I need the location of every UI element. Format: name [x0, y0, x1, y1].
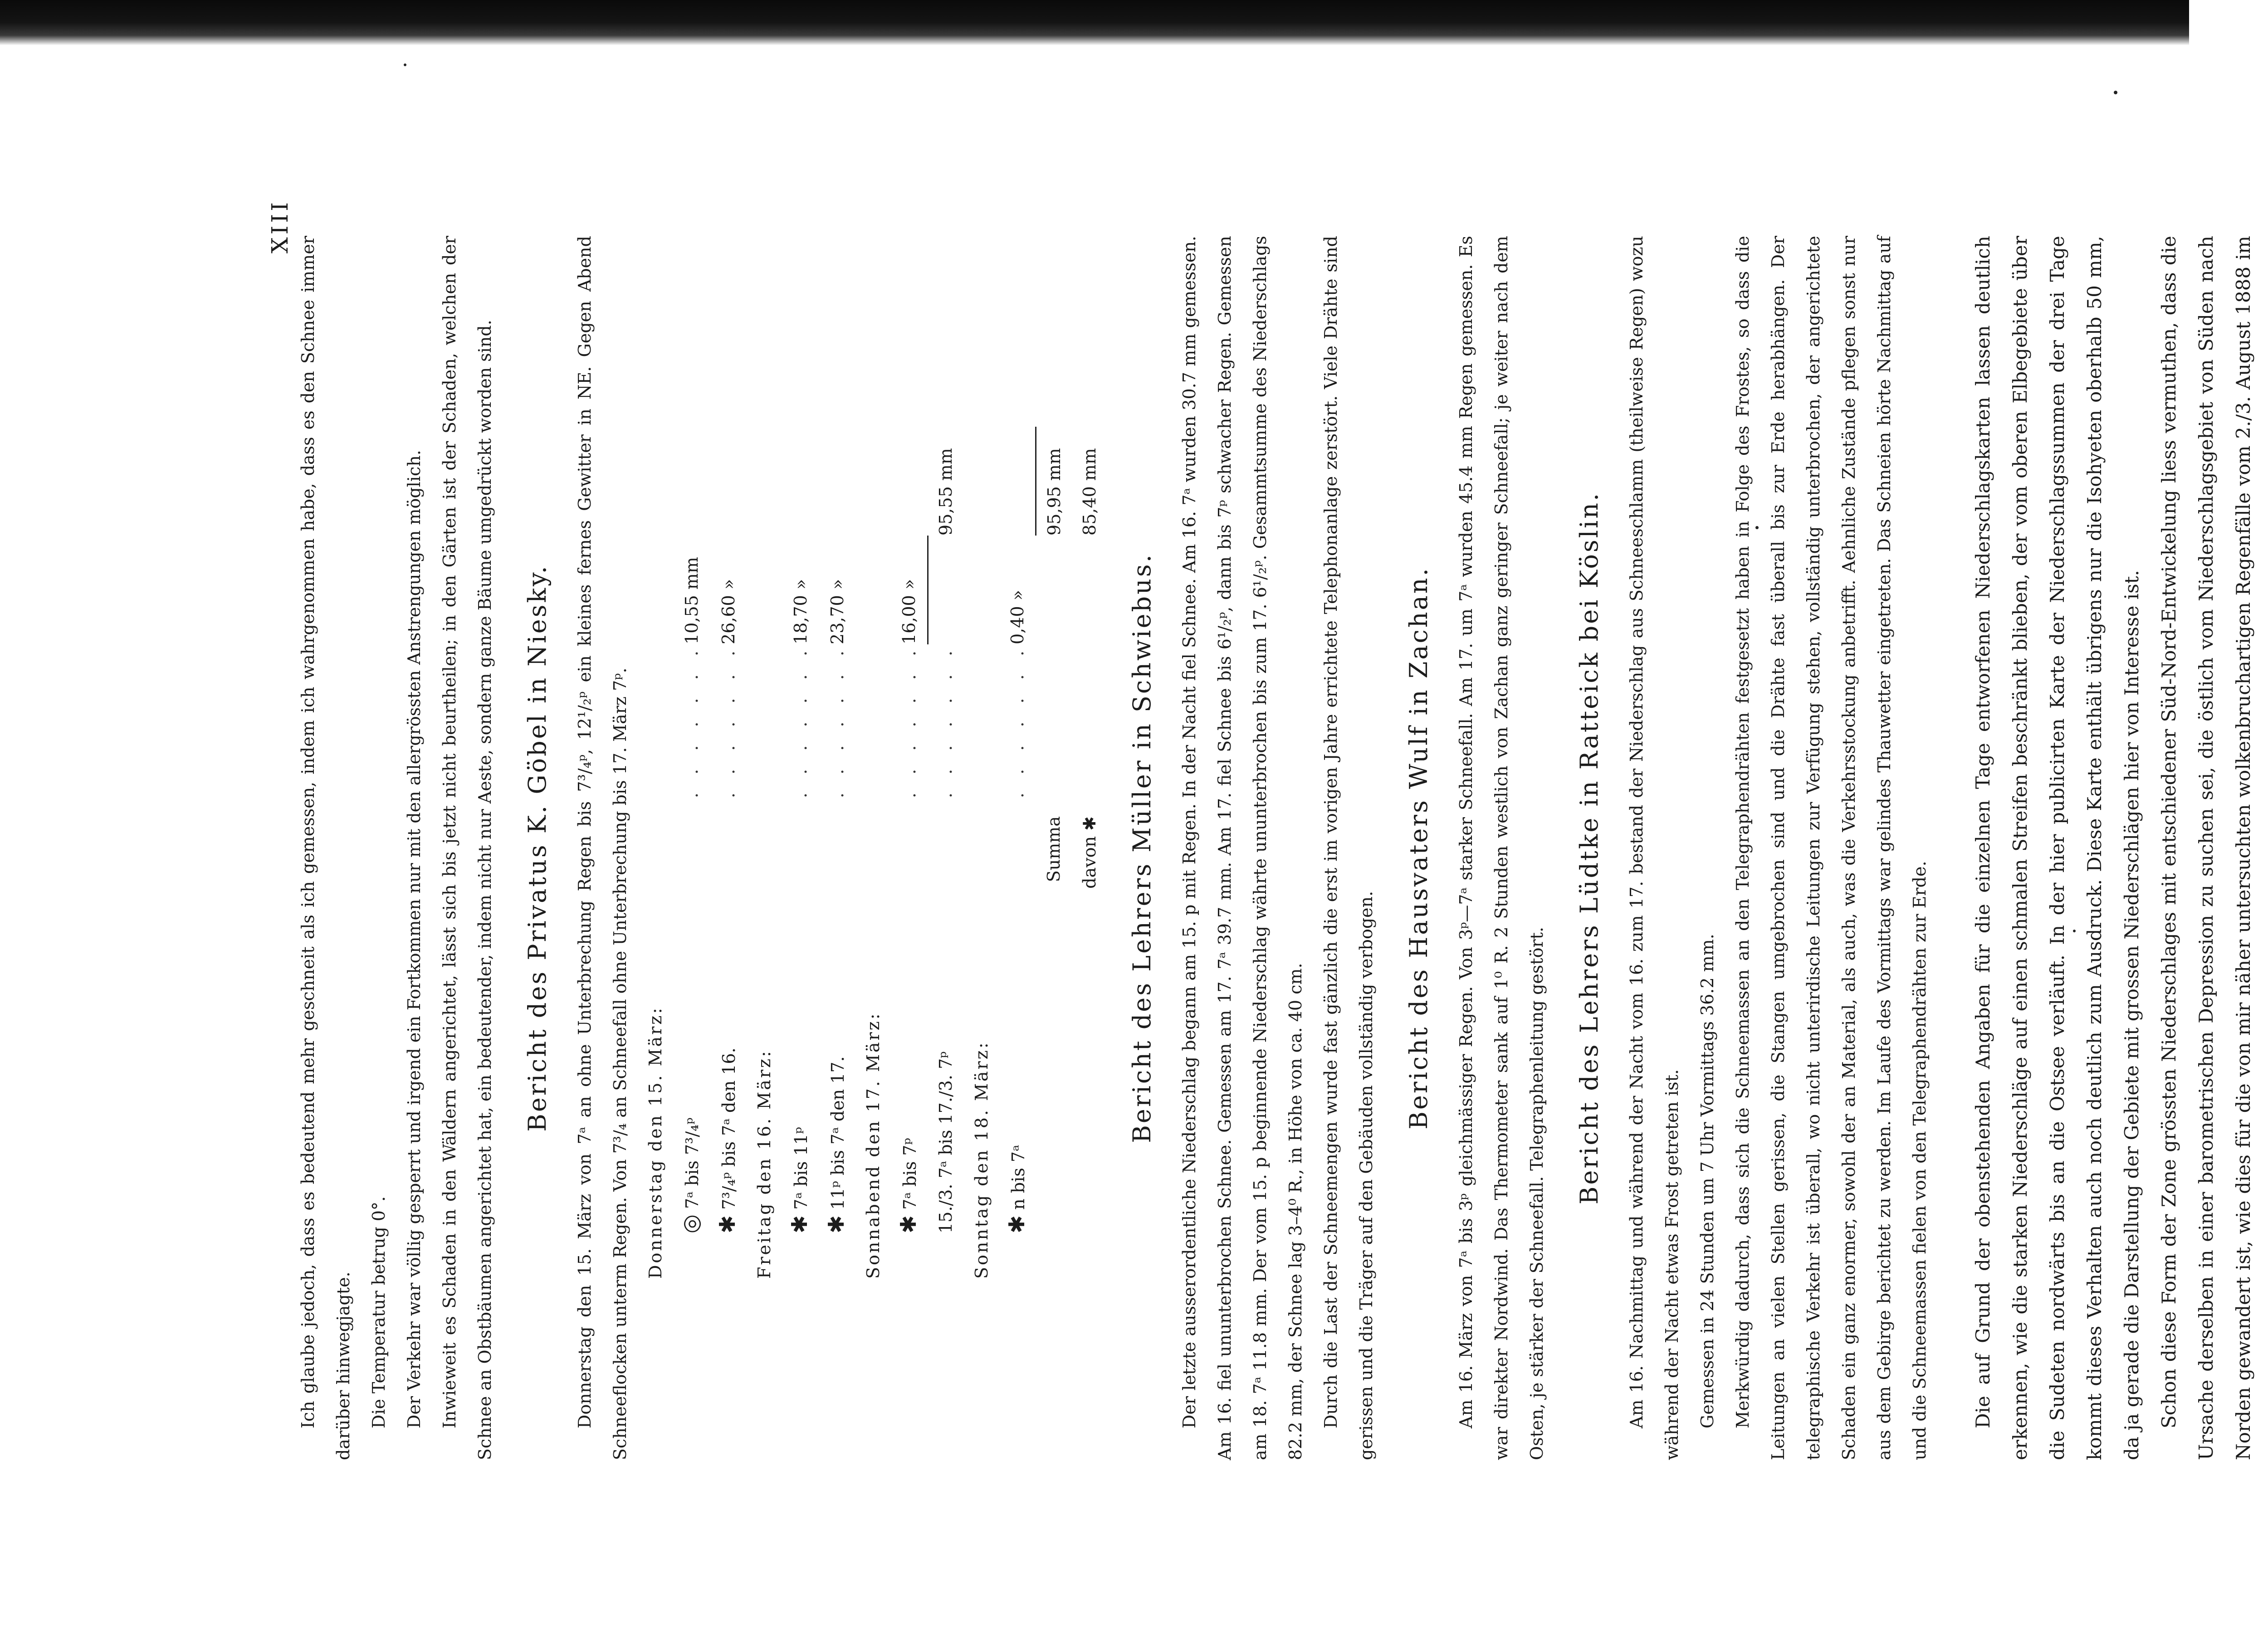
measurement-day-row: [855, 427, 891, 1356]
measurement-label: 7ᵃ bis 11ᵖ: [791, 1127, 811, 1210]
measurement-label: 7³/₄ᵖ bis 7ᵃ den 16.: [719, 1048, 739, 1210]
measurement-total: [999, 427, 1036, 536]
snow-symbol-icon: ✱: [896, 1215, 921, 1233]
summa-label: Summa: [1044, 816, 1064, 882]
measurement-total: [782, 427, 819, 536]
luedtke-paragraph: Merkwürdig dadurch, dass sich die Schneemassen an den Telegraphendrähten festgesetzt haben in Folge des Frostes, so dass die Leitungen an vielen Stellen gerissen, die Stangen umgebrochen sind und die Drähte fast überall bis zur Erde herabhängen. Der telegraphische Verkehr ist überall, wo nicht unterirdische Leitungen zur Verfügung stehen, vollständig unterbrochen, der angerichtete Schaden ein ganz enormer, sowohl der an Material, als auch, was die Verkehrsstockung anbetrifft. Aehnliche Zustände pflegen sonst nur aus dem Gebirge berichtet zu werden. Im Laufe des Vormittags war gelindes Thauwetter eingetreten. Das Schneien hörte Nachmittag auf und die Schneemassen fielen von den Telegraphendrähten zur Erde.: [1733, 236, 1930, 1460]
section-title-wulf: Bericht des Hausvaters Wulf in Zachan.: [1404, 566, 1433, 1130]
intro-paragraph: Die Temperatur betrug 0°.: [369, 1196, 389, 1428]
measurement-value: [928, 536, 964, 644]
intro-section: [290, 236, 503, 1460]
intro-paragraph: Ich glaube jedoch, dass es bedeutend mehr geschneit als ich gemessen, indem ich wahrgenommen habe, dass es den Schnee immer darüber hinwegjagte.: [298, 236, 353, 1460]
measurement-total: 95,55 mm: [935, 448, 956, 536]
closing-paragraph: Schon diese Form der Zone grössten Niederschlages mit entschiedener Süd-Nord-Entwickelung liess vermuthen, dass die Ursache derselben in einer barometrischen Depression zu suchen sei, die östlich vom Niederschlagsgebiet von Süden nach Norden gewandert ist, wie dies für die von mir näher untersuchten wolkenbruchartigen Regenfälle vom 2./3. August 1888 im: [2158, 236, 2254, 1460]
scan-speck: [404, 63, 406, 66]
rain-symbol-icon: ◎: [678, 1214, 704, 1233]
leader-dots: . . . . . . .: [681, 644, 702, 798]
snow-symbol-icon: ✱: [824, 1215, 849, 1233]
summa-row: [1036, 427, 1072, 1356]
goebel-paragraph: Donnerstag den 15. März von 7ᵃ an ohne Unterbrechung Regen bis 7³/₄ᵖ, 12¹/₂ᵖ ein kleines fernes Gewitter in NE. Gegen Abend Schneeflocken unterm Regen. Von 7³/₄ an Schneefall ohne Unterbrechung bis 17. März 7ᵖ.: [575, 236, 630, 1460]
measurement-total: [747, 427, 782, 536]
measurement-value: [638, 536, 673, 644]
section-title-luedtke: Bericht des Lehrers Lüdtke in Ratteick bei Köslin.: [1575, 491, 1603, 1205]
measurement-label: Donnerstag den 15. März:: [645, 1006, 665, 1279]
measurement-row: [673, 427, 710, 1356]
snow-symbol-icon: ✱: [787, 1215, 812, 1233]
measurement-total: [855, 427, 891, 536]
measurement-row: [928, 427, 964, 1356]
measurement-row: [819, 427, 855, 1356]
snow-symbol-icon: ✱: [1004, 1215, 1030, 1233]
section-title-goebel: Bericht des Privatus K. Göbel in Niesky.: [523, 564, 552, 1132]
measurement-value: 0,40 »: [1007, 590, 1027, 644]
scan-dark-edge: [0, 0, 2189, 45]
davon-value: 85,40 mm: [1080, 448, 1100, 536]
measurement-day-row: [638, 427, 673, 1356]
measurement-total: [673, 427, 710, 536]
measurement-label: 7ᵃ bis 7ᵖ: [900, 1138, 920, 1210]
measurement-value: 23,70 »: [827, 579, 847, 644]
luedtke-paragraph: Am 16. Nachmittag und während der Nacht vom 16. zum 17. bestand der Niederschlag aus Schneeschlamm (theilweise Regen) wozu während der Nacht etwas Frost getreten ist.: [1627, 236, 1682, 1460]
intro-paragraph: Der Verkehr war völlig gesperrt und irgend ein Fortkommen nur mit den allergrössten Anstrengungen möglich.: [404, 450, 424, 1428]
leader-dots: [855, 644, 891, 798]
summa-value: 95,95 mm: [1036, 427, 1072, 536]
measurement-value: [964, 536, 999, 644]
measurement-label: 7ᵃ bis 7³/₄ᵖ: [682, 1117, 702, 1209]
leader-dots: . . . . . . .: [718, 644, 738, 798]
leader-dots: [964, 644, 999, 798]
measurement-row: [782, 427, 819, 1356]
measurement-value: [855, 536, 891, 644]
leader-dots: . . . . . . .: [790, 644, 811, 798]
mueller-paragraph: Der letzte ausserordentliche Niederschlag begann am 15. p mit Regen. In der Nacht fiel Schnee. Am 16. 7ᵃ wurden 30.7 mm gemessen. Am 16. fiel ununterbrochen Schnee. Gemessen am 17. 7ᵃ 39.7 mm. Am 17. fiel Schnee bis 6¹/₂ᵖ, dann bis 7ᵖ schwacher Regen. Gemessen am 18. 7ᵃ 11.8 mm. Der vom 15. p beginnende Niederschlag währte ununterbrochen bis zum 17. 6¹/₂ᵖ. Gesammtsumme des Niederschlags 82.2 mm, der Schnee lag 3–4⁰ R., in Höhe von ca. 40 cm.: [1179, 236, 1305, 1460]
measurement-label: 15./3. 7ᵃ bis 17./3. 7ᵖ: [935, 1051, 956, 1233]
luedtke-paragraph: Gemessen in 24 Stunden um 7 Uhr Vormittags 36.2 mm.: [1697, 934, 1717, 1428]
davon-row: [1072, 427, 1107, 1356]
measurement-label: Sonnabend den 17. März:: [863, 1012, 883, 1279]
section-title-mueller: Bericht des Lehrers Müller in Schwiebus.: [1128, 553, 1156, 1143]
snow-symbol-icon: ✱: [715, 1215, 740, 1233]
measurement-table: [638, 427, 1107, 1356]
leader-dots: . . . . . . .: [935, 644, 956, 798]
measurement-label: n bis 7ᵃ: [1008, 1145, 1028, 1210]
leader-dots: [747, 644, 782, 798]
mueller-paragraph: Durch die Last der Schneemengen wurde fast gänzlich die erst im vorigen Jahre errichtete Telephonanlage zerstört. Viele Drähte sind gerissen und die Träger auf den Gebäuden vollständig verbogen.: [1321, 236, 1376, 1460]
rotated-page: [263, 181, 2254, 1542]
measurement-value: 16,00 »: [891, 536, 928, 644]
intro-paragraph: Inwieweit es Schaden in den Wäldern angerichtet, lässt sich bis jetzt nicht beurtheilen; in den Gärten ist der Schaden, welchen der Schnee an Obstbäumen angerichtet hat, ein bedeutender, indem nicht nur Aeste, sondern ganze Bäume umgedrückt worden sind.: [440, 236, 495, 1460]
measurement-total: [819, 427, 855, 536]
page-number: XIII: [267, 200, 293, 253]
measurement-value: 10,55 mm: [681, 557, 702, 644]
leader-dots: . . . . . . .: [1007, 644, 1027, 798]
measurement-day-row: [747, 427, 782, 1356]
measurement-value: 18,70 »: [790, 579, 811, 644]
measurement-row: [999, 427, 1036, 1356]
leader-dots: [638, 644, 673, 798]
closing-paragraph: Die auf Grund der obenstehenden Angaben für die einzelnen Tage entworfenen Niederschlagskarten lassen deutlich erkennen, wie die starken Niederschläge auf einen schmalen Streifen beschränkt blieben, der vom oberen Elbegebiete über die Sudeten nordwärts bis an die Ostsee verläuft. In der hier publicirten Karte der Niederschlagssummen der drei Tage kommt dieses Verhalten auch noch deutlich zum Ausdruck. Diese Karte enthält übrigens nur die Isohyeten oberhalb 50 mm, da ja gerade die Darstellung der Gebiete mit grossen Niederschlägen hier von Interesse ist.: [1972, 236, 2143, 1460]
measurement-total: [964, 427, 999, 536]
measurement-label: 11ᵖ bis 7ᵃ den 17.: [828, 1056, 848, 1210]
measurement-total: [710, 427, 747, 536]
leader-dots: . . . . . . .: [899, 644, 919, 798]
measurement-label: Freitag den 16. März:: [754, 1049, 774, 1279]
measurement-row: [891, 427, 928, 1356]
measurement-day-row: [964, 427, 999, 1356]
leader-dots: . . . . . . .: [827, 644, 847, 798]
wulf-paragraph: Am 16. März von 7ᵃ bis 3ᵖ gleichmässiger Regen. Von 3ᵖ—7ᵃ starker Schneefall. Am 17. um 7ᵃ wurden 45.4 mm Regen gemessen. Es war direkter Nordwind. Das Thermometer sank auf 1⁰ R. 2 Stunden westlich von Zachan ganz geringer Schneefall; je weiter nach dem Osten, je stärker der Schneefall. Telegraphenleitung gestört.: [1456, 236, 1547, 1460]
measurement-row: [710, 427, 747, 1356]
measurement-value: 26,60 »: [718, 579, 738, 644]
scan-speck: [2114, 91, 2117, 94]
measurement-label: Sonntag den 18. März:: [971, 1041, 992, 1279]
measurement-total: [638, 427, 673, 536]
davon-label: davon ✱: [1080, 816, 1100, 889]
measurement-total: [891, 427, 928, 536]
measurement-value: [747, 536, 782, 644]
